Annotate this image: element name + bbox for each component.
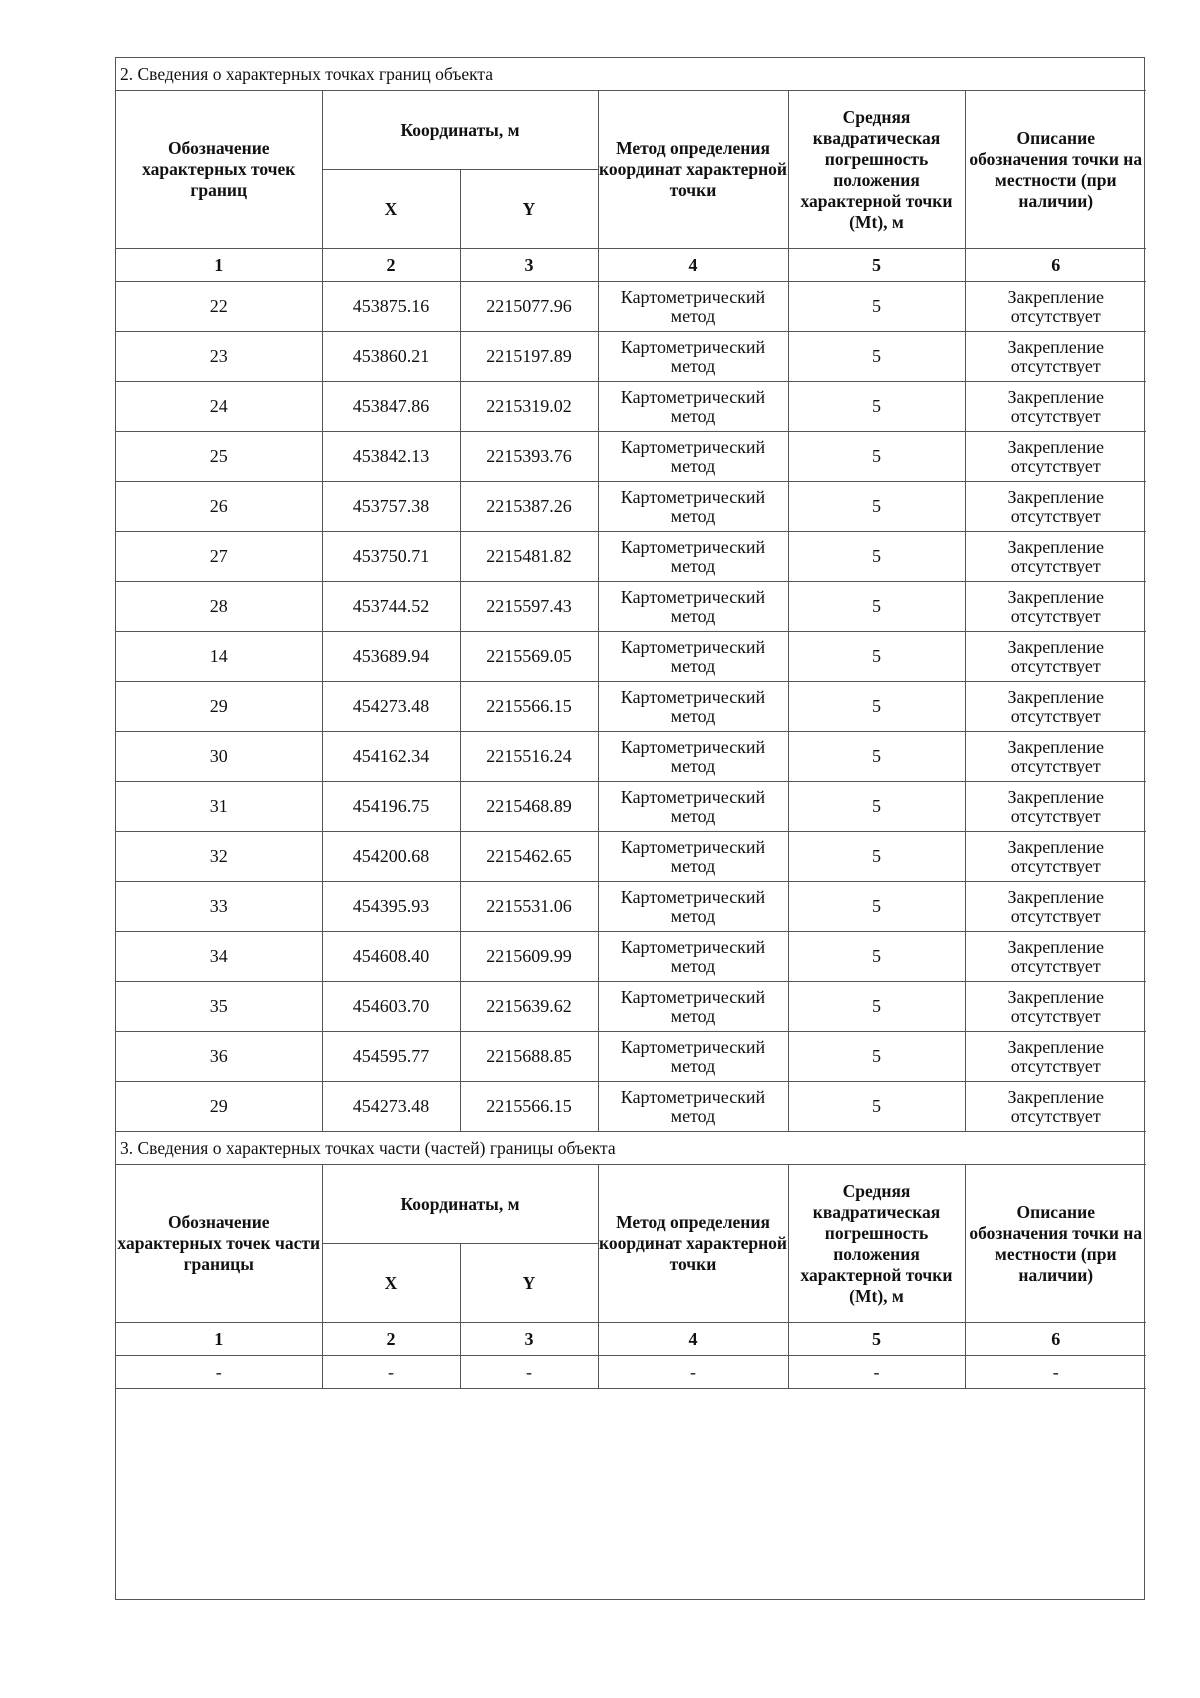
- point-description: Закрепление отсутствует: [965, 882, 1146, 932]
- point-description: Закрепление отсутствует: [965, 832, 1146, 882]
- column-number: 5: [788, 1323, 965, 1356]
- point-id: 33: [116, 882, 322, 932]
- section3-column-numbers-row: [116, 1323, 1146, 1356]
- mean-error: 5: [788, 1032, 965, 1082]
- coord-y: 2215393.76: [460, 432, 598, 482]
- coord-x: 454603.70: [322, 982, 460, 1032]
- point-id: 24: [116, 382, 322, 432]
- table-row: [116, 282, 1146, 332]
- header-y: Y: [460, 1244, 598, 1323]
- coord-x: 453744.52: [322, 582, 460, 632]
- coord-y: 2215609.99: [460, 932, 598, 982]
- mean-error: 5: [788, 982, 965, 1032]
- table-row: [116, 732, 1146, 782]
- mean-error: 5: [788, 382, 965, 432]
- point-description: Закрепление отсутствует: [965, 482, 1146, 532]
- mean-error: 5: [788, 332, 965, 382]
- column-number: 1: [116, 249, 322, 282]
- method: Картометрический метод: [598, 282, 788, 332]
- column-number: 2: [322, 249, 460, 282]
- coord-y: 2215566.15: [460, 1082, 598, 1132]
- coord-y: 2215688.85: [460, 1032, 598, 1082]
- mean-error: 5: [788, 482, 965, 532]
- mean-error: 5: [788, 732, 965, 782]
- point-description: Закрепление отсутствует: [965, 732, 1146, 782]
- coord-y: 2215462.65: [460, 832, 598, 882]
- coord-x: -: [322, 1356, 460, 1389]
- column-number: 6: [965, 1323, 1146, 1356]
- method: Картометрический метод: [598, 332, 788, 382]
- column-number: 3: [460, 249, 598, 282]
- header-mean-error: Средняя квадратическая погрешность положения характерной точки (Mt), м: [788, 91, 965, 249]
- mean-error: 5: [788, 832, 965, 882]
- method: Картометрический метод: [598, 1082, 788, 1132]
- point-id: 31: [116, 782, 322, 832]
- coord-x: 454273.48: [322, 682, 460, 732]
- point-id: 28: [116, 582, 322, 632]
- method: Картометрический метод: [598, 1032, 788, 1082]
- section3-header-row: [116, 1165, 1146, 1244]
- header-point-designation: Обозначение характерных точек части границы: [116, 1165, 322, 1323]
- point-description: Закрепление отсутствует: [965, 582, 1146, 632]
- table-row: [116, 682, 1146, 732]
- mean-error: 5: [788, 282, 965, 332]
- section2-title: 2. Сведения о характерных точках границ объекта: [116, 58, 1146, 91]
- point-id: 30: [116, 732, 322, 782]
- method: Картометрический метод: [598, 882, 788, 932]
- table-row: [116, 332, 1146, 382]
- coord-x: 453860.21: [322, 332, 460, 382]
- table-row: [116, 932, 1146, 982]
- coord-y: 2215197.89: [460, 332, 598, 382]
- coord-y: 2215468.89: [460, 782, 598, 832]
- mean-error: -: [788, 1356, 965, 1389]
- method: Картометрический метод: [598, 932, 788, 982]
- table-row: [116, 882, 1146, 932]
- coord-y: 2215639.62: [460, 982, 598, 1032]
- coord-x: 453750.71: [322, 532, 460, 582]
- table-row: [116, 382, 1146, 432]
- point-id: 23: [116, 332, 322, 382]
- column-number: 5: [788, 249, 965, 282]
- table-row: [116, 832, 1146, 882]
- header-coordinates: Координаты, м: [322, 1165, 598, 1244]
- method: Картометрический метод: [598, 782, 788, 832]
- coord-x: 454595.77: [322, 1032, 460, 1082]
- method: Картометрический метод: [598, 682, 788, 732]
- column-number: 4: [598, 249, 788, 282]
- coord-y: 2215516.24: [460, 732, 598, 782]
- coord-x: 453757.38: [322, 482, 460, 532]
- header-y: Y: [460, 170, 598, 249]
- point-description: Закрепление отсутствует: [965, 1082, 1146, 1132]
- table-row: [116, 1356, 1146, 1389]
- method: -: [598, 1356, 788, 1389]
- mean-error: 5: [788, 782, 965, 832]
- point-id: 29: [116, 1082, 322, 1132]
- coord-y: -: [460, 1356, 598, 1389]
- point-id: 26: [116, 482, 322, 532]
- mean-error: 5: [788, 932, 965, 982]
- point-id: 14: [116, 632, 322, 682]
- point-description: Закрепление отсутствует: [965, 282, 1146, 332]
- point-description: Закрепление отсутствует: [965, 432, 1146, 482]
- column-number: 3: [460, 1323, 598, 1356]
- section3-title: 3. Сведения о характерных точках части (частей) границы объекта: [116, 1132, 1146, 1165]
- point-description: Закрепление отсутствует: [965, 682, 1146, 732]
- table-row: [116, 532, 1146, 582]
- point-id: 36: [116, 1032, 322, 1082]
- point-description: Закрепление отсутствует: [965, 982, 1146, 1032]
- header-description: Описание обозначения точки на местности (при наличии): [965, 91, 1146, 249]
- method: Картометрический метод: [598, 532, 788, 582]
- point-id: 29: [116, 682, 322, 732]
- table-row: [116, 1032, 1146, 1082]
- header-point-designation: Обозначение характерных точек границ: [116, 91, 322, 249]
- table-row: [116, 632, 1146, 682]
- mean-error: 5: [788, 532, 965, 582]
- coord-x: 454273.48: [322, 1082, 460, 1132]
- section3-title-row: [116, 1132, 1146, 1165]
- mean-error: 5: [788, 1082, 965, 1132]
- point-id: 27: [116, 532, 322, 582]
- coord-y: 2215077.96: [460, 282, 598, 332]
- point-description: Закрепление отсутствует: [965, 332, 1146, 382]
- coord-x: 453847.86: [322, 382, 460, 432]
- document-sheet: [115, 57, 1145, 1600]
- coord-y: 2215566.15: [460, 682, 598, 732]
- point-description: Закрепление отсутствует: [965, 532, 1146, 582]
- table-row: [116, 982, 1146, 1032]
- table-row: [116, 1082, 1146, 1132]
- coord-x: 454395.93: [322, 882, 460, 932]
- column-number: 2: [322, 1323, 460, 1356]
- section2-title-row: [116, 58, 1146, 91]
- point-description: -: [965, 1356, 1146, 1389]
- point-description: Закрепление отсутствует: [965, 932, 1146, 982]
- mean-error: 5: [788, 682, 965, 732]
- coord-y: 2215481.82: [460, 532, 598, 582]
- coord-x: 454196.75: [322, 782, 460, 832]
- header-mean-error: Средняя квадратическая погрешность положения характерной точки (Mt), м: [788, 1165, 965, 1323]
- point-id: 25: [116, 432, 322, 482]
- header-method: Метод определения координат характерной точки: [598, 91, 788, 249]
- coord-y: 2215569.05: [460, 632, 598, 682]
- point-description: Закрепление отсутствует: [965, 782, 1146, 832]
- table-row: [116, 482, 1146, 532]
- point-id: 32: [116, 832, 322, 882]
- point-id: 35: [116, 982, 322, 1032]
- point-description: Закрепление отсутствует: [965, 382, 1146, 432]
- section2-column-numbers-row: [116, 249, 1146, 282]
- mean-error: 5: [788, 882, 965, 932]
- coord-y: 2215319.02: [460, 382, 598, 432]
- coord-x: 453689.94: [322, 632, 460, 682]
- header-x: X: [322, 1244, 460, 1323]
- header-method: Метод определения координат характерной точки: [598, 1165, 788, 1323]
- header-description: Описание обозначения точки на местности (при наличии): [965, 1165, 1146, 1323]
- coord-y: 2215387.26: [460, 482, 598, 532]
- table-row: [116, 432, 1146, 482]
- coord-x: 454200.68: [322, 832, 460, 882]
- method: Картометрический метод: [598, 582, 788, 632]
- mean-error: 5: [788, 632, 965, 682]
- coord-x: 453842.13: [322, 432, 460, 482]
- column-number: 6: [965, 249, 1146, 282]
- boundary-points-table: [116, 58, 1146, 1389]
- mean-error: 5: [788, 432, 965, 482]
- coord-x: 453875.16: [322, 282, 460, 332]
- method: Картометрический метод: [598, 482, 788, 532]
- point-description: Закрепление отсутствует: [965, 1032, 1146, 1082]
- method: Картометрический метод: [598, 632, 788, 682]
- point-id: 34: [116, 932, 322, 982]
- coord-x: 454608.40: [322, 932, 460, 982]
- section2-header-row: [116, 91, 1146, 170]
- coord-y: 2215531.06: [460, 882, 598, 932]
- method: Картометрический метод: [598, 832, 788, 882]
- mean-error: 5: [788, 582, 965, 632]
- header-x: X: [322, 170, 460, 249]
- method: Картометрический метод: [598, 382, 788, 432]
- method: Картометрический метод: [598, 982, 788, 1032]
- method: Картометрический метод: [598, 732, 788, 782]
- column-number: 1: [116, 1323, 322, 1356]
- table-row: [116, 782, 1146, 832]
- table-row: [116, 582, 1146, 632]
- point-id: -: [116, 1356, 322, 1389]
- column-number: 4: [598, 1323, 788, 1356]
- point-description: Закрепление отсутствует: [965, 632, 1146, 682]
- coord-y: 2215597.43: [460, 582, 598, 632]
- coord-x: 454162.34: [322, 732, 460, 782]
- header-coordinates: Координаты, м: [322, 91, 598, 170]
- point-id: 22: [116, 282, 322, 332]
- method: Картометрический метод: [598, 432, 788, 482]
